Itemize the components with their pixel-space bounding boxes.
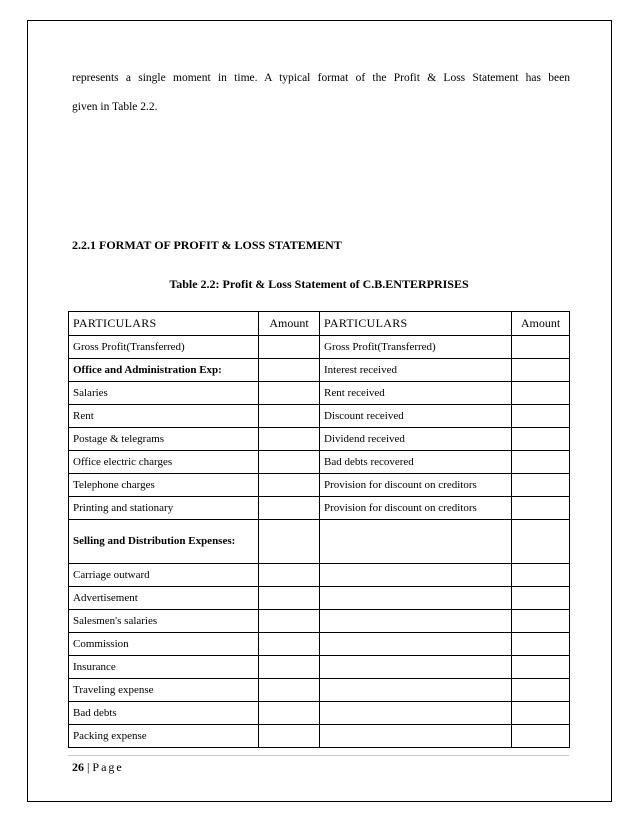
body-paragraph-line-2: given in Table 2.2.	[72, 101, 158, 113]
right-particular	[320, 656, 512, 679]
header-particulars-right: PARTICULARS	[320, 312, 512, 336]
left-particular: Carriage outward	[69, 564, 259, 587]
right-amount	[512, 451, 570, 474]
right-amount	[512, 497, 570, 520]
table-row	[69, 725, 570, 748]
left-amount	[259, 451, 320, 474]
left-particular: Insurance	[69, 656, 259, 679]
right-particular: Interest received	[320, 359, 512, 382]
footer-divider	[68, 755, 569, 756]
left-amount	[259, 497, 320, 520]
right-particular	[320, 633, 512, 656]
right-amount	[512, 382, 570, 405]
left-particular: Office electric charges	[69, 451, 259, 474]
profit-loss-table	[68, 311, 570, 748]
right-amount	[512, 725, 570, 748]
left-amount	[259, 587, 320, 610]
right-amount	[512, 520, 570, 564]
right-amount	[512, 564, 570, 587]
table-row	[69, 633, 570, 656]
table-row	[69, 428, 570, 451]
right-amount	[512, 474, 570, 497]
table-body	[69, 336, 570, 748]
left-particular: Printing and stationary	[69, 497, 259, 520]
left-particular: Advertisement	[69, 587, 259, 610]
right-amount	[512, 702, 570, 725]
left-particular: Postage & telegrams	[69, 428, 259, 451]
left-amount	[259, 474, 320, 497]
header-particulars-left: PARTICULARS	[69, 312, 259, 336]
table-row	[69, 702, 570, 725]
table-row	[69, 564, 570, 587]
table-row	[69, 405, 570, 428]
left-particular: Packing expense	[69, 725, 259, 748]
right-amount	[512, 428, 570, 451]
left-particular: Gross Profit(Transferred)	[69, 336, 259, 359]
right-amount	[512, 587, 570, 610]
right-particular: Rent received	[320, 382, 512, 405]
left-amount	[259, 702, 320, 725]
left-amount	[259, 359, 320, 382]
left-particular: Selling and Distribution Expenses:	[69, 520, 259, 564]
table-row	[69, 359, 570, 382]
table-header-row	[69, 312, 570, 336]
section-heading: 2.2.1 FORMAT OF PROFIT & LOSS STATEMENT	[72, 238, 342, 252]
left-particular: Rent	[69, 405, 259, 428]
left-amount	[259, 725, 320, 748]
right-amount	[512, 679, 570, 702]
left-particular: Telephone charges	[69, 474, 259, 497]
right-particular: Provision for discount on creditors	[320, 497, 512, 520]
left-particular: Salesmen's salaries	[69, 610, 259, 633]
left-amount	[259, 428, 320, 451]
left-amount	[259, 336, 320, 359]
table-row	[69, 520, 570, 564]
left-amount	[259, 382, 320, 405]
table-caption: Table 2.2: Profit & Loss Statement of C.B.ENTERPRISES	[169, 277, 469, 291]
left-amount	[259, 520, 320, 564]
right-amount	[512, 405, 570, 428]
page-separator: |	[84, 760, 93, 774]
page-label: Page	[92, 760, 124, 774]
header-amount-right: Amount	[512, 312, 570, 336]
page-number: 26	[72, 760, 84, 774]
right-amount	[512, 610, 570, 633]
right-particular: Gross Profit(Transferred)	[320, 336, 512, 359]
table-row	[69, 656, 570, 679]
right-particular	[320, 725, 512, 748]
table-row	[69, 587, 570, 610]
right-particular	[320, 610, 512, 633]
right-amount	[512, 633, 570, 656]
left-amount	[259, 405, 320, 428]
left-amount	[259, 564, 320, 587]
left-amount	[259, 679, 320, 702]
table-row	[69, 382, 570, 405]
right-amount	[512, 656, 570, 679]
right-particular: Provision for discount on creditors	[320, 474, 512, 497]
left-amount	[259, 610, 320, 633]
header-amount-left: Amount	[259, 312, 320, 336]
right-particular	[320, 702, 512, 725]
left-particular: Office and Administration Exp:	[69, 359, 259, 382]
right-particular	[320, 587, 512, 610]
left-particular: Traveling expense	[69, 679, 259, 702]
right-particular	[320, 564, 512, 587]
right-particular: Dividend received	[320, 428, 512, 451]
table-row	[69, 451, 570, 474]
left-particular: Commission	[69, 633, 259, 656]
left-particular: Bad debts	[69, 702, 259, 725]
right-amount	[512, 336, 570, 359]
left-amount	[259, 633, 320, 656]
table-row	[69, 474, 570, 497]
body-paragraph-line-1: represents a single moment in time. A typical format of the Profit & Loss Statement has been	[72, 72, 570, 84]
left-amount	[259, 656, 320, 679]
right-particular	[320, 679, 512, 702]
table-row	[69, 610, 570, 633]
table-row	[69, 336, 570, 359]
table-row	[69, 679, 570, 702]
left-particular: Salaries	[69, 382, 259, 405]
page-footer	[72, 760, 124, 775]
table-row	[69, 497, 570, 520]
right-particular: Discount received	[320, 405, 512, 428]
right-amount	[512, 359, 570, 382]
right-particular: Bad debts recovered	[320, 451, 512, 474]
right-particular	[320, 520, 512, 564]
